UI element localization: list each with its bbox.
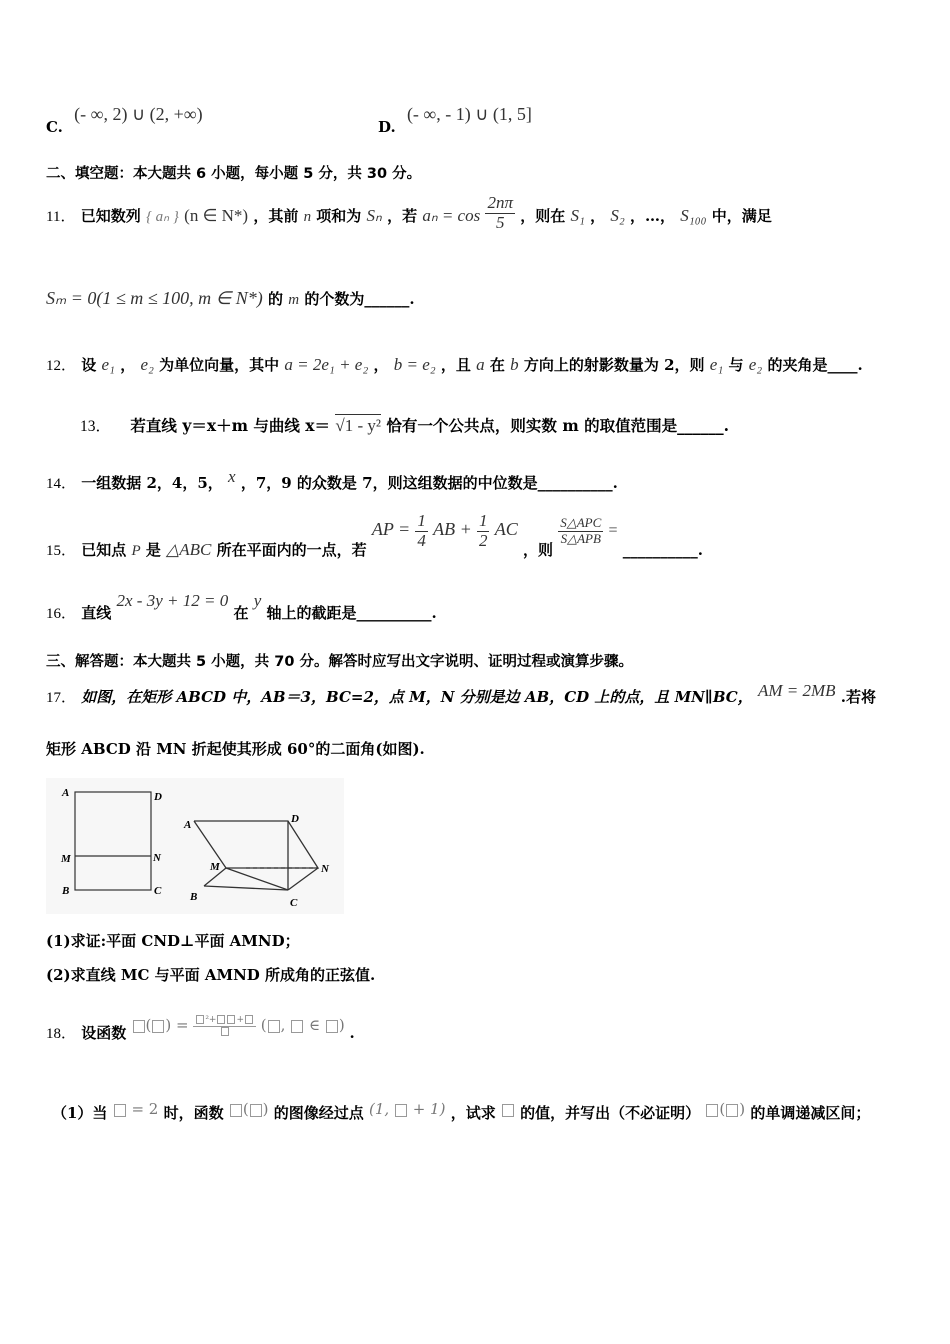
question-number: 17．	[46, 690, 77, 706]
math-ac: AC	[494, 519, 518, 540]
placeholder-glyph-icon	[114, 1104, 126, 1117]
label-b-folded: B	[190, 891, 198, 903]
text: 一组数据 2，4，5，	[81, 474, 223, 492]
label-m: M	[61, 853, 71, 865]
fraction-denominator: 5	[495, 212, 505, 232]
fraction-numerator: 2nπ	[487, 193, 513, 212]
math-e2: e₂	[140, 355, 154, 374]
text: .	[349, 1024, 355, 1042]
math-x: x	[228, 467, 236, 486]
text: 设	[81, 356, 97, 374]
math-ab: AB +	[433, 519, 472, 540]
fraction-numerator: 1	[478, 511, 488, 530]
label-d: D	[154, 791, 162, 803]
text: 中，满足	[711, 207, 772, 226]
function-placeholder-image: ( ) = ²+ + ( , ∈ )	[132, 1016, 350, 1034]
text: __________.	[622, 541, 704, 560]
placeholder-glyph-icon	[221, 1027, 229, 1036]
math-domain: (n ∈ N*)	[184, 206, 249, 226]
math-fraction-quarter	[415, 512, 428, 550]
fraction-numerator: S△APC	[560, 515, 602, 531]
placeholder-image: (1, + 1)	[369, 1100, 446, 1118]
text: 如图，在矩形 ABCD 中，AB＝3，BC=2，点 M，N 分别是边 AB，CD 上的点，且 MN∥BC，	[81, 688, 753, 706]
label-m-folded: M	[210, 861, 220, 873]
fraction-denominator: S△APB	[560, 530, 601, 546]
text: ，试求	[450, 1104, 496, 1122]
question-11	[46, 193, 772, 236]
math-e1: e₁	[709, 355, 724, 374]
text: 的	[268, 290, 284, 308]
text: 的单调递减区间；	[750, 1104, 871, 1122]
text: 所在平面内的一点，若	[216, 541, 367, 560]
text: （1）当	[52, 1104, 108, 1122]
label-c-folded: C	[290, 897, 298, 909]
math-fraction-half	[477, 512, 490, 550]
placeholder-image: = 2	[113, 1100, 159, 1118]
placeholder-glyph-icon	[152, 1020, 164, 1033]
placeholder-glyph-icon	[326, 1020, 338, 1033]
math-condition: Sₘ = 0(1 ≤ m ≤ 100, m ∈ N*)	[46, 288, 263, 308]
math-b: b	[510, 355, 519, 374]
math-s2: S₂	[610, 206, 625, 226]
text: ，	[120, 356, 136, 374]
placeholder-image	[501, 1100, 515, 1118]
fraction-denominator: 4	[417, 530, 426, 550]
label-b: B	[62, 885, 70, 897]
math-s100: S₁₀₀	[680, 206, 707, 226]
option-d-label: D.	[378, 118, 396, 136]
text: ，且	[440, 356, 471, 374]
placeholder-image: ( )	[229, 1100, 269, 1118]
option-c-label: C.	[46, 118, 63, 136]
option-d	[378, 104, 532, 136]
text: ，则在	[520, 207, 566, 226]
section-3-title: 三、解答题：本大题共 5 小题，共 70 分。解答时应写出文字说明、证明过程或演算步骤。	[46, 654, 633, 670]
text: ，其前	[253, 207, 299, 226]
placeholder-glyph-icon	[291, 1020, 303, 1033]
math-a: a	[476, 355, 485, 374]
text: 方向上的射影数量为 2，则	[523, 356, 705, 374]
placeholder-glyph-icon	[395, 1104, 407, 1117]
question-11-cont	[46, 288, 415, 309]
text: 轴上的截距是__________.	[266, 604, 437, 622]
text: 直线	[81, 604, 112, 622]
text: 与	[728, 356, 744, 374]
math-e2: e₂	[748, 355, 763, 374]
text: ，则	[522, 541, 553, 560]
math-s1: S₁	[570, 206, 585, 226]
question-17-sub1: (1)求证:平面 CND⊥平面 AMND；	[46, 932, 300, 950]
option-c-expr: (- ∞, 2) ∪ (2, +∞)	[74, 104, 203, 124]
placeholder-glyph-icon	[133, 1020, 145, 1033]
text: 时，函数	[163, 1104, 224, 1122]
label-n: N	[153, 852, 161, 864]
question-16	[46, 590, 437, 622]
fraction-denominator: 2	[478, 530, 488, 550]
math-sqrt: √1 - y²	[335, 416, 382, 435]
label-a: A	[62, 787, 70, 799]
placeholder-glyph-icon	[502, 1104, 514, 1117]
question-12	[46, 354, 863, 375]
question-number: 12．	[46, 358, 77, 374]
math-an: aₙ = cos	[422, 206, 481, 226]
placeholder-glyph-icon	[726, 1104, 738, 1117]
placeholder-glyph-icon	[245, 1015, 253, 1024]
math-b-expr: b = e₂	[393, 355, 436, 374]
placeholder-glyph-icon	[230, 1104, 242, 1117]
math-triangle: △ABC	[166, 540, 212, 560]
section-2-title: 二、填空题：本大题共 6 小题，每小题 5 分，共 30 分。	[46, 166, 422, 182]
math-am: AM = 2MB	[757, 681, 836, 700]
text: 为单位向量，其中	[159, 356, 280, 374]
placeholder-glyph-icon	[217, 1015, 225, 1024]
placeholder-glyph-icon	[227, 1015, 235, 1024]
placeholder-glyph-icon	[706, 1104, 718, 1117]
question-number: 18．	[46, 1026, 77, 1042]
placeholder-glyph-icon	[268, 1020, 280, 1033]
question-number: 13．	[80, 418, 112, 435]
text: 设函数	[81, 1024, 127, 1042]
text: 在	[233, 604, 249, 622]
question-17-sub2: (2)求直线 MC 与平面 AMND 所成角的正弦值.	[46, 966, 376, 984]
placeholder-glyph-icon	[196, 1015, 204, 1024]
text: 的夹角是____.	[767, 356, 863, 374]
text: ，7，9 的众数是 7，则这组数据的中位数是__________.	[240, 474, 618, 492]
text: 已知点	[81, 541, 127, 560]
label-d-folded: D	[291, 813, 299, 825]
q17-figure-svg	[46, 778, 344, 914]
text: 恰有一个公共点，则实数 m 的取值范围是______.	[386, 416, 730, 435]
text: 已知数列	[80, 207, 141, 226]
label-c: C	[154, 885, 162, 897]
math-n: n	[303, 209, 312, 226]
question-18-sub1	[52, 1102, 870, 1123]
placeholder-fraction: ²+ +	[193, 1015, 256, 1038]
label-a-folded: A	[184, 819, 192, 831]
text: 若直线 y＝x＋m 与曲线 x＝	[130, 416, 331, 435]
math-ap: AP =	[371, 519, 411, 540]
math-e1: e₁	[101, 355, 115, 374]
q17-figure	[46, 778, 344, 914]
math-fraction	[485, 194, 515, 232]
question-17-line2: 矩形 ABCD 沿 MN 折起使其形成 60°的二面角(如图).	[46, 740, 425, 758]
text: 是	[145, 541, 161, 560]
question-13	[80, 414, 729, 436]
question-15	[46, 511, 704, 560]
text: 项和为	[316, 207, 362, 226]
text: .若将	[840, 688, 876, 706]
math-area-ratio	[558, 516, 603, 546]
question-number: 14．	[46, 476, 77, 492]
question-number: 15．	[46, 543, 77, 560]
question-18	[46, 1014, 355, 1045]
label-n-folded: N	[321, 863, 329, 875]
math-sn: Sₙ	[366, 206, 382, 226]
question-17	[46, 681, 876, 707]
question-number: 11．	[46, 209, 76, 226]
option-c	[46, 104, 203, 136]
text: ，若	[387, 207, 418, 226]
question-number: 16．	[46, 606, 77, 622]
placeholder-glyph-icon	[250, 1104, 262, 1117]
math-m: m	[288, 292, 300, 308]
question-14	[46, 467, 618, 493]
text: ，	[590, 207, 606, 226]
placeholder-image: ( )	[705, 1100, 745, 1118]
math-seq: { aₙ }	[145, 209, 179, 226]
math-a-expr: a = 2e₁ + e₂	[284, 355, 369, 374]
fraction-numerator: 1	[417, 511, 426, 530]
text: 的个数为______.	[304, 290, 415, 308]
text: 的值，并写出（不必证明）	[520, 1104, 701, 1122]
math-p: P	[131, 543, 141, 560]
text: ，…，	[630, 207, 676, 226]
option-d-expr: (- ∞, - 1) ∪ (1, 5]	[406, 104, 532, 124]
text: ，	[373, 356, 389, 374]
text: 在	[489, 356, 505, 374]
math-equals: =	[608, 522, 618, 540]
math-y: y	[253, 591, 262, 610]
text: 的图像经过点	[273, 1104, 364, 1122]
math-line-equation: 2x - 3y + 12 = 0	[116, 591, 229, 610]
